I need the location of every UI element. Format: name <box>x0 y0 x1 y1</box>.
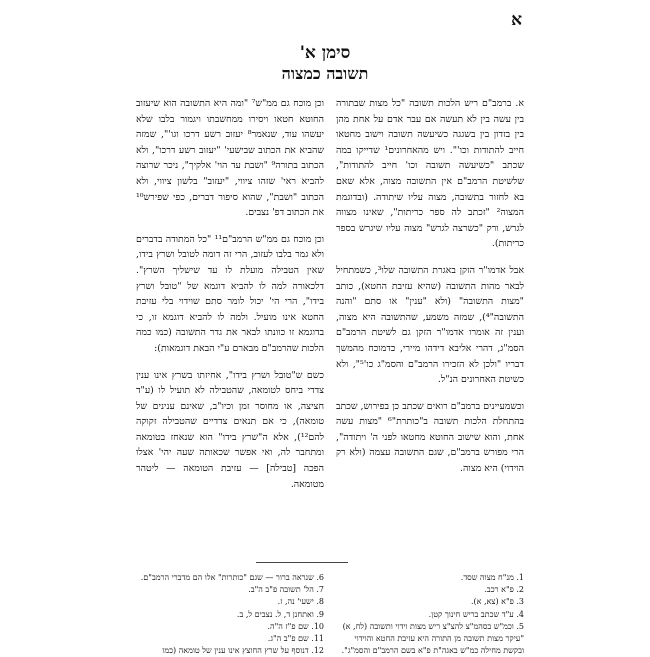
footnote: 12. דנוסף על שרץ החוצץ אינו ענין של טומאה (כמו <box>162 646 324 656</box>
siman-title: סימן א' <box>299 43 351 63</box>
siman-subtitle: תשובה כמצוה <box>281 64 369 83</box>
heading-block <box>130 42 520 84</box>
footnote: 6. שנראה ברור — שגם "כותרות" אלו הם מדברי הרמב"ם. <box>140 573 324 582</box>
footnote: 3. פ"א (צא, א). <box>470 597 524 607</box>
paragraph: וכן מוכח גם ממ"ש⁷ "ומה היא התשובה הוא שיעזוב החוטא חטאו ויסירו ממחשבתו ויגמור בלבו שלא יעשהו עוד, שנאמר⁸ יעזוב רשע דרכו וגו'", שמזה שהביא את הכתוב שבישעי' "יעזוב רשע דרכו", ולא הכתוב בתורה⁹ "ושבת עד הוי' אלקיך", ניכר שרוצה להביא ראי' שזהו ציווי, "יעזוב" בלשון ציווי, ולא הכתוב "ושבת", שהוא סיפור דברים, כפי שפירש¹⁰ את הכתוב דפ' נצבים. <box>136 98 324 219</box>
footnote: 2. פ"א רכב. <box>484 585 524 595</box>
footnote: 8. ישעי' נה, ז. <box>277 597 324 607</box>
footnote: 1. מנ"ח מצוה שסד. <box>460 573 524 582</box>
footnote: 5. וכמ"ש בסהמ"צ להצ"צ ריש מצות וידוי ותשובה (לח, א) "עיקר מצות תשובה מן התורה היא עזיבת החטא והוידוי ובקשת מחילה כמ"ש באגה"ת פ"א בשם הרמב"ם והסמ"ג". <box>341 621 524 656</box>
footnote: 10. שם פ"ז ה"ה. <box>267 621 324 631</box>
footnotes-right <box>336 572 524 657</box>
footnote: 11. שם פ"ב ה"ג. <box>267 634 324 644</box>
footnote: 7. הל' תשובה פ"ב ה"ב. <box>248 585 324 595</box>
paragraph: א. ברמב"ם ריש הלכות תשובה "כל מצות שבתורה בין עשה בין לא תעשה אם עבר אדם על אחת מהן בין בזדון בין בשגגה כשיעשה תשובה וישוב מחטאו חייב להתודות וכו'". ויש מהאחרונים¹ שדייקו במה שכתב "כשיעשה תשובה וכו' חייב להתודות", שלשיטת הרמב"ם אין התשובה מצוה, אלא שאם בא לחזור בתשובה, מצוה עליו שיתודה. (ובדוגמת המצוה² "זכתב לה ספר כריתות", שאינו מצווה לגרש, ורק "כשרצה לגרש" מצוה עליו שיגרש בספר כריתות). <box>336 98 524 250</box>
footnote-divider <box>256 562 348 563</box>
right-column <box>336 96 524 488</box>
footnote: 9. ואתחנן ד, ל. נצבים ל, ב. <box>236 609 324 619</box>
footnote: 4. ע"ד שכתב בריש חינוך קטן. <box>428 609 524 619</box>
paragraph: כשם ש"טובל ושרץ בידו", אחיזתו בשרץ אינו ענין צדדי ביחס לטומאה, שהטבילה לא תועיל לו (ע"ד חציצה, או מחוסר זמן וכיו"ב, שאינם ענינים של טומאה), כי אם תנאים צדדיים שהטבילה זקוקה להם¹²), אלא ה"שרץ בידו" הוא שנאחז בטומאה ומתחבר לה, ואי אפשר שכאותה שעה יהי' אצלו הפכה [טבילה] — עזיבת הטומאה — ליטהר מטומאה. <box>136 369 324 490</box>
paragraph: וכשמעיינים ברמב"ם רואים שכתב כן בפירוש, שכתב בהתחלת הלכות תשובה ב"כותרת"⁶ "מצות עשה אחת, והוא שישוב החוטא מחטאו לפני ה' ויתודה", הרי מפורש ברמב"ם, שגם התשובה עצמה (ולא רק הוידוי) היא מצוה. <box>336 400 524 475</box>
paragraph: וכן מוכח גם ממ"ש הרמב"ם¹¹ "כל המתודה בדברים ולא גמר בלבו לעזוב, הרי זה דומה לטובל ושרץ בידו, שאין הטבילה מועלת לו עד שישליך השרץ". דלכאורה למה לו להביא דוגמא של "טובל ושרץ בידו", הרי הי' יכול לומר סתם שוידוי בלי עזיבת החטא אינו מועיל. ולמה לו להביא דוגמא זו, כי בדוגמא זו כוונתו לבאר את גדר התשובה (כמו כמה הלכות שהרמב"ם מבארם ע"י הבאת דוגמאות): <box>136 233 324 354</box>
paragraph: אבל אדמו"ר הזקן באגרת התשובה שלו³, כשמתחיל לבאר מהות התשובה (שהיא עזיבת החטא), כותב "מצות התשובה" (ולא "ענין" או סתם "והנה התשובה"⁴), שמזה משמע, שהתשובה היא מצוה, וענין זה אומרו אדמו"ר הזקן גם לשיטת הרמב"ם הסמ"ג, דהרי אליבא דידהו מיירי, כדמוכח מהמשך דבריו "ולכן לא הזכירו הרמב"ם והסמ"ג כו'⁵", ולא כשיטת האחרונים הנ"ל. <box>336 264 524 386</box>
footnotes-left <box>136 572 324 657</box>
left-column <box>136 96 324 503</box>
page-number: א <box>511 10 522 30</box>
